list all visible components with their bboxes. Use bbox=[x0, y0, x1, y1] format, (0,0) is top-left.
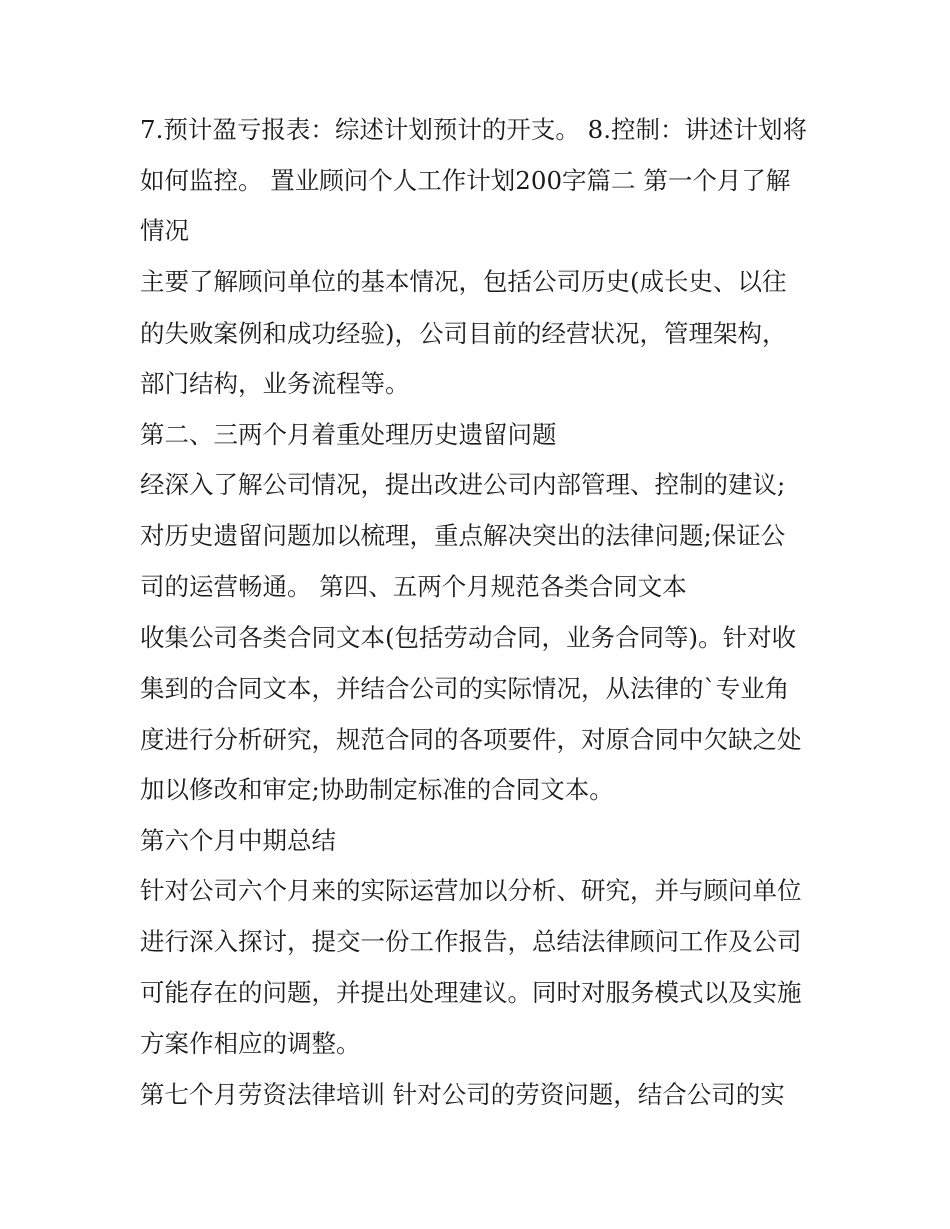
text-line: 对历史遗留问题加以梳理，重点解决突出的法律问题;保证公 bbox=[140, 521, 786, 550]
text-line: 进行深入探讨，提交一份工作报告，总结法律顾问工作及公司 bbox=[140, 927, 802, 956]
text-line: 7.预计盈亏报表：综述计划预计的开支。 8.控制：讲述计划将 bbox=[140, 115, 808, 144]
text-line: 加以修改和审定;协助制定标准的合同文本。 bbox=[140, 775, 614, 804]
text-line: 的失败案例和成功经验)，公司目前的经营状况，管理架构， bbox=[140, 319, 787, 348]
text-line: 情况 bbox=[140, 216, 189, 245]
text-line: 经深入了解公司情况，提出改进公司内部管理、控制的建议; bbox=[140, 470, 786, 499]
text-line: 度进行分析研究，规范合同的各项要件，对原合同中欠缺之处 bbox=[140, 725, 802, 754]
text-line: 司的运营畅通。 第四、五两个月规范各类合同文本 bbox=[140, 572, 687, 601]
section-heading: 第六个月中期总结 bbox=[140, 826, 336, 855]
text-line: 部门结构，业务流程等。 bbox=[140, 369, 410, 398]
section-heading: 第二、三两个月着重处理历史遗留问题 bbox=[140, 420, 557, 449]
text-line: 主要了解顾问单位的基本情况，包括公司历史(成长史、以往 bbox=[140, 267, 787, 296]
text-line: 针对公司六个月来的实际运营加以分析、研究，并与顾问单位 bbox=[140, 876, 802, 905]
text-line: 方案作相应的调整。 bbox=[140, 1029, 361, 1058]
text-line: 收集公司各类合同文本(包括劳动合同，业务合同等)。针对收 bbox=[140, 623, 797, 652]
text-line: 集到的合同文本，并结合公司的实际情况，从法律的`专业角 bbox=[140, 674, 790, 703]
text-line: 第七个月劳资法律培训 针对公司的劳资问题，结合公司的实 bbox=[140, 1080, 785, 1109]
text-line: 如何监控。 置业顾问个人工作计划200字篇二 第一个月了解 bbox=[140, 166, 791, 195]
text-line: 可能存在的问题，并提出处理建议。同时对服务模式以及实施 bbox=[140, 978, 802, 1007]
